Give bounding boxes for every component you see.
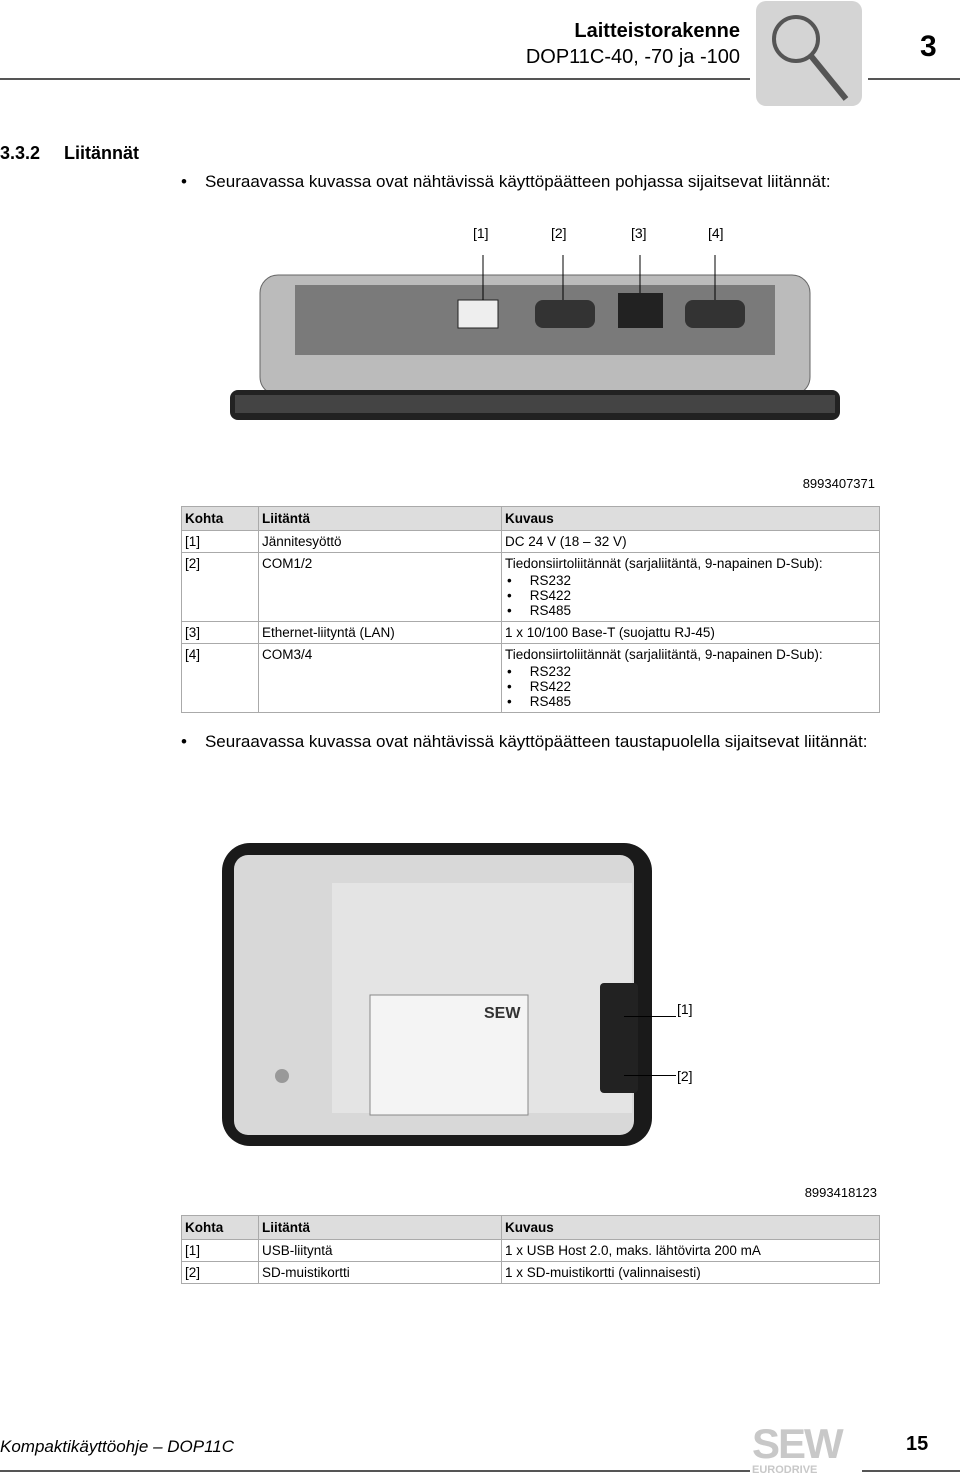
callout-label: [2]	[551, 225, 567, 241]
callout-line	[624, 1016, 676, 1017]
header-subtitle: DOP11C-40, -70 ja -100	[525, 46, 740, 68]
device-back-photo	[222, 843, 652, 1146]
callout-label: [2]	[677, 1068, 693, 1084]
sew-logo-sub: EURODRIVE	[752, 1464, 818, 1476]
magnifier-icon	[756, 1, 862, 106]
callout-label: [1]	[473, 225, 489, 241]
table-row: [1] USB-liityntä 1 x USB Host 2.0, maks. lähtövirta 200 mA	[182, 1240, 880, 1262]
header-rule-right	[868, 78, 960, 80]
callout-line	[624, 1075, 676, 1076]
device-bottom-photo	[230, 255, 840, 425]
footer-text: Kompaktikäyttöohje – DOP11C	[0, 1437, 235, 1456]
footer-rule-right	[862, 1470, 960, 1472]
footer-rule	[0, 1470, 750, 1472]
callout-label: [4]	[708, 225, 724, 241]
connections-table-bottom: Kohta Liitäntä Kuvaus [1] Jännitesyöttö DC 24 V (18 – 32 V) [2] COM1/2 Tiedonsiirtoliitännät (sarjaliitäntä, 9-napainen D-Sub): • RS232 • RS422 • RS485 [3] Ethernet-liityntä (LAN) 1 x 10/100 Base-T (suojattu RJ-45) [4] COM3/4 Tiedonsiirtoliitännät (sarjaliitäntä, 9-napainen D-Sub): • RS232 • RS422 • RS485	[181, 506, 880, 713]
callout-label: [3]	[631, 225, 647, 241]
table-row: [2] SD-muistikortti 1 x SD-muistikortti (valinnaisesti)	[182, 1262, 880, 1284]
figure-id: 8993418123	[804, 1185, 877, 1200]
section-heading: 3.3.2 Liitännät	[0, 143, 140, 163]
sew-logo: SEW	[752, 1420, 842, 1467]
bullet-intro-2: • Seuraavassa kuvassa ovat nähtävissä käyttöpäätteen taustapuolella sijaitsevat liitännät:	[181, 732, 868, 751]
table-row: [3] Ethernet-liityntä (LAN) 1 x 10/100 Base-T (suojattu RJ-45)	[182, 622, 880, 644]
table-row: [2] COM1/2 Tiedonsiirtoliitännät (sarjaliitäntä, 9-napainen D-Sub): • RS232 • RS422 • RS485	[182, 553, 880, 622]
table-row: [4] COM3/4 Tiedonsiirtoliitännät (sarjaliitäntä, 9-napainen D-Sub): • RS232 • RS422 • RS485	[182, 644, 880, 713]
figure-id: 8993407371	[802, 476, 875, 491]
header-title: Laitteistorakenne	[574, 20, 740, 42]
callout-label: [1]	[677, 1001, 693, 1017]
svg-text:SEW: SEW	[484, 1005, 521, 1022]
table-row: [1] Jännitesyöttö DC 24 V (18 – 32 V)	[182, 531, 880, 553]
connections-table-back: Kohta Liitäntä Kuvaus [1] USB-liityntä 1 x USB Host 2.0, maks. lähtövirta 200 mA [2] SD-muistikortti 1 x SD-muistikortti (valinnaisesti)	[181, 1215, 880, 1284]
header-rule	[0, 78, 750, 80]
page-number: 15	[906, 1433, 929, 1455]
bullet-intro-1: • Seuraavassa kuvassa ovat nähtävissä käyttöpäätteen pohjassa sijaitsevat liitännät:	[181, 172, 831, 191]
chapter-number: 3	[920, 30, 937, 63]
